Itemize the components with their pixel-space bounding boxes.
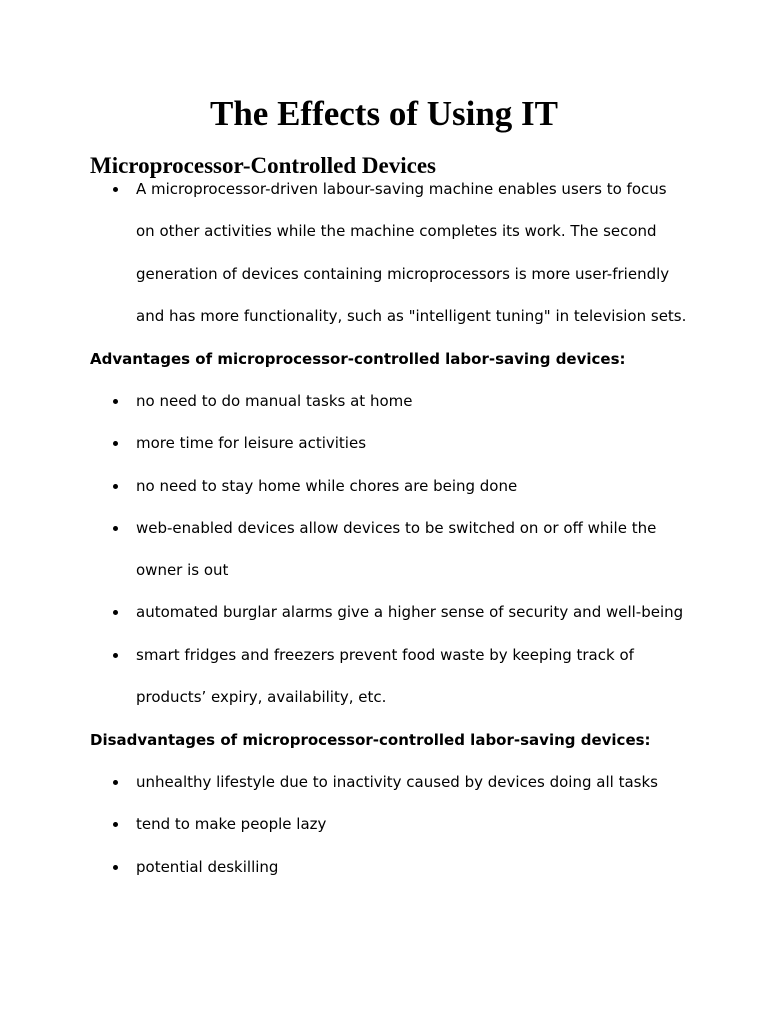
advantages-list (90, 380, 690, 718)
intro-item: A microprocessor-driven labour-saving machine enables users to focus on other activities while the machine completes its work. The second generation of devices containing microprocessors is more user-friendly and has more functionality, such as "intelligent tuning" in television sets. (90, 168, 690, 337)
advantage-item: smart fridges and freezers prevent food waste by keeping track of products’ expiry, availability, etc. (90, 634, 690, 719)
advantage-item: web-enabled devices allow devices to be switched on or off while the owner is out (90, 507, 690, 592)
disadvantage-item: tend to make people lazy (90, 803, 690, 845)
disadvantages-list (90, 761, 690, 888)
section-heading: Microprocessor-Controlled Devices (90, 153, 436, 178)
advantage-item: no need to stay home while chores are being done (90, 465, 690, 507)
intro-list (90, 168, 690, 337)
advantages-heading: Advantages of microprocessor-controlled labor-saving devices: (90, 350, 626, 368)
disadvantage-item: unhealthy lifestyle due to inactivity caused by devices doing all tasks (90, 761, 690, 803)
advantage-item: no need to do manual tasks at home (90, 380, 690, 422)
advantage-item: more time for leisure activities (90, 422, 690, 464)
document-title: The Effects of Using IT (209, 94, 559, 133)
disadvantage-item: potential deskilling (90, 846, 690, 888)
advantage-item: automated burglar alarms give a higher sense of security and well-being (90, 591, 690, 633)
disadvantages-heading: Disadvantages of microprocessor-controlled labor-saving devices: (90, 731, 651, 749)
